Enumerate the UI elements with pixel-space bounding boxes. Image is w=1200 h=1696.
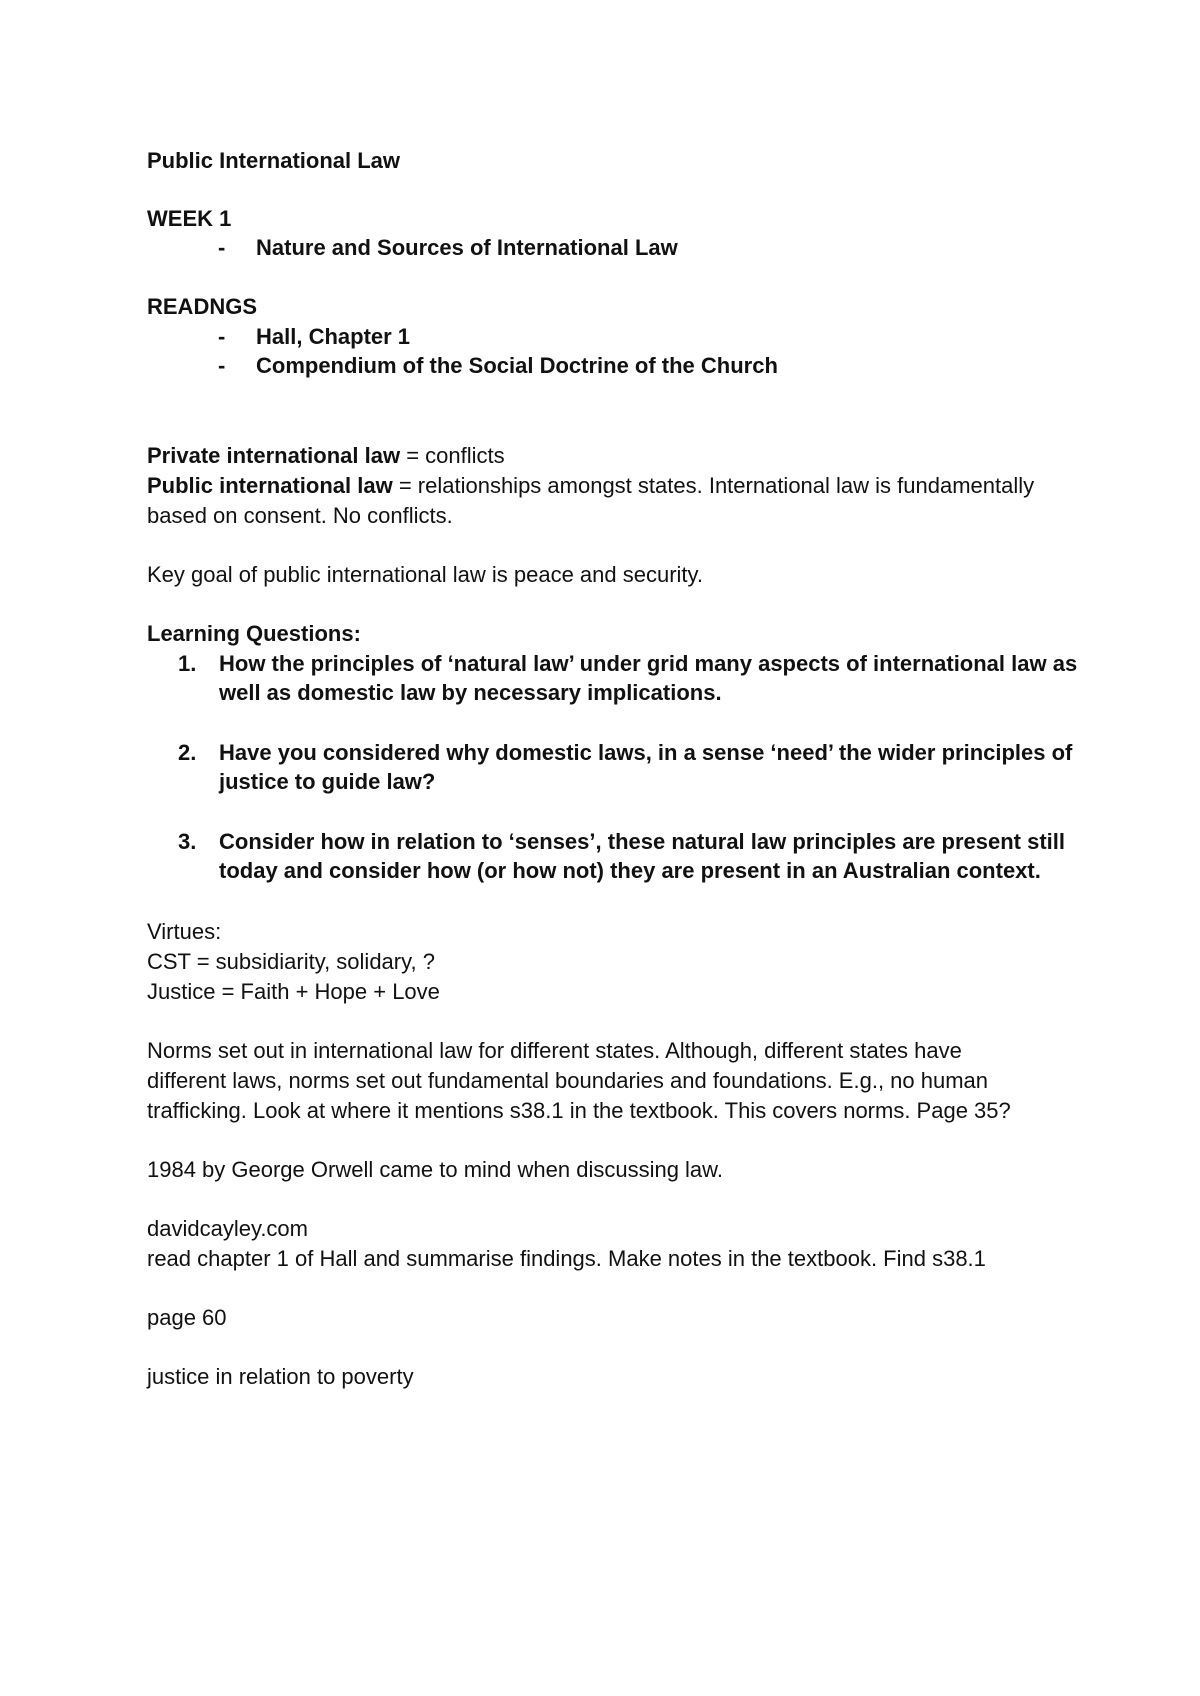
week-heading: WEEK 1 (147, 206, 232, 231)
public-law-definition-continued: based on consent. No conflicts. (147, 503, 453, 528)
learning-questions-heading: Learning Questions: (147, 621, 361, 646)
question-number: 2. (178, 740, 197, 765)
key-goal-text: Key goal of public international law is peace and security. (147, 562, 704, 587)
week-topic: Nature and Sources of International Law (256, 235, 678, 260)
website-text: davidcayley.com (147, 1216, 308, 1241)
reading-item: Hall, Chapter 1 (256, 324, 411, 349)
private-law-line (147, 441, 505, 471)
bullet-marker: - (218, 235, 226, 260)
readings-heading: READNGS (147, 294, 258, 319)
question-text: justice to guide law? (219, 769, 436, 794)
private-law-term: Private international law (147, 443, 401, 468)
private-law-definition: = conflicts (400, 443, 505, 468)
public-law-definition: = relationships amongst states. International law is fundamentally (392, 473, 1035, 498)
question-number: 1. (178, 651, 197, 676)
orwell-note: 1984 by George Orwell came to mind when discussing law. (147, 1157, 723, 1182)
public-law-line (147, 471, 1034, 501)
poverty-note: justice in relation to poverty (147, 1364, 414, 1389)
question-text: today and consider how (or how not) they are present in an Australian context. (219, 858, 1041, 883)
question-text: Consider how in relation to ‘senses’, these natural law principles are present still (219, 829, 1066, 854)
norms-paragraph-line: trafficking. Look at where it mentions s38.1 in the textbook. This covers norms. Page 35? (147, 1098, 1011, 1123)
question-number: 3. (178, 829, 197, 854)
question-text: well as domestic law by necessary implications. (219, 680, 722, 705)
bullet-marker: - (218, 324, 226, 349)
norms-paragraph-line: Norms set out in international law for different states. Although, different states have (147, 1038, 962, 1063)
cst-line: CST = subsidiarity, solidary, ? (147, 949, 435, 974)
question-text: How the principles of ‘natural law’ under grid many aspects of international law as (219, 651, 1078, 676)
justice-line: Justice = Faith + Hope + Love (147, 979, 440, 1004)
reading-item: Compendium of the Social Doctrine of the Church (256, 353, 778, 378)
bullet-marker: - (218, 353, 226, 378)
norms-paragraph-line: different laws, norms set out fundamental boundaries and foundations. E.g., no human (147, 1068, 989, 1093)
public-law-term: Public international law (147, 473, 393, 498)
document-title: Public International Law (147, 148, 401, 173)
page-reference: page 60 (147, 1305, 227, 1330)
virtues-heading: Virtues: (147, 919, 222, 944)
question-text: Have you considered why domestic laws, in a sense ‘need’ the wider principles of (219, 740, 1073, 765)
read-chapter-note: read chapter 1 of Hall and summarise findings. Make notes in the textbook. Find s38.1 (147, 1246, 986, 1271)
